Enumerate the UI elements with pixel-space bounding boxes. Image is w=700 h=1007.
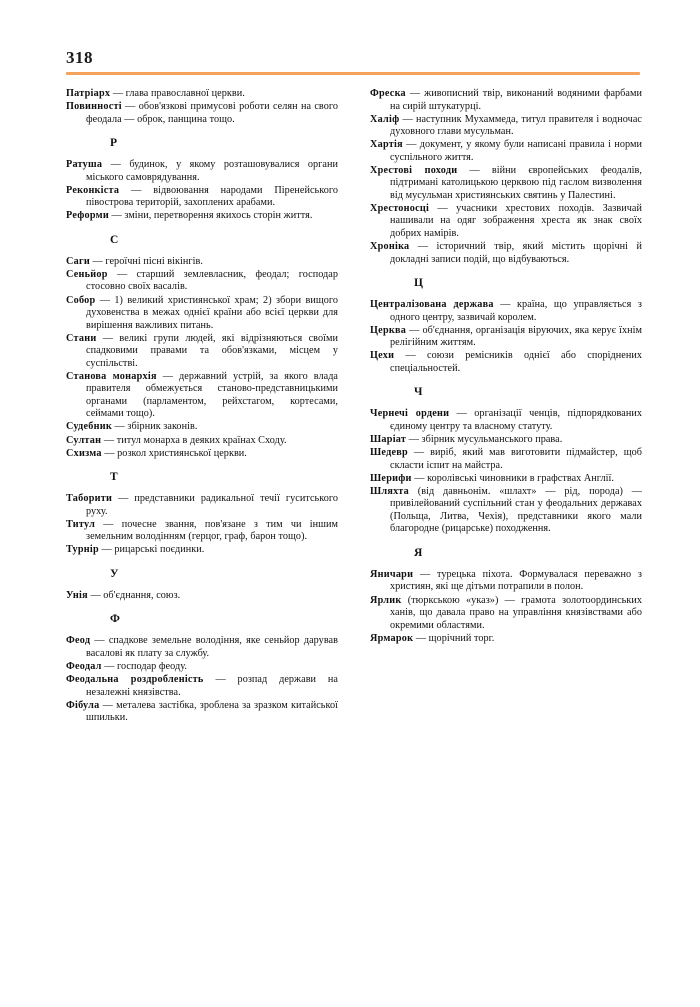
glossary-entry: [66, 544, 338, 557]
glossary-entry: [370, 114, 642, 139]
glossary-term: Шерифи: [370, 472, 412, 484]
glossary-definition: — представники радикальної течії гуситського руху.: [86, 493, 338, 517]
glossary-definition: — господар феоду.: [101, 661, 187, 672]
glossary-entry: [370, 350, 642, 375]
glossary-term: Титул: [66, 518, 96, 530]
glossary-entry: [370, 139, 642, 164]
letter-section-heading: Р: [110, 137, 118, 150]
glossary-entry: [66, 185, 338, 210]
glossary-term: Реформи: [66, 210, 109, 222]
glossary-definition: — об'єднання, союз.: [87, 589, 181, 601]
glossary-term: Собор: [66, 294, 96, 306]
glossary-definition: — титул монарха в деяких країнах Сходу.: [101, 434, 287, 446]
glossary-term: Ратуша: [66, 159, 103, 171]
glossary-term: Феод: [66, 635, 91, 647]
glossary-definition: — документ, у якому були написані правила і норми суспільного життя.: [390, 139, 642, 163]
glossary-term: Сеньйор: [66, 268, 108, 280]
glossary-entry: [370, 203, 642, 241]
glossary-entry: [370, 447, 642, 472]
glossary-term: Схизма: [66, 447, 102, 459]
glossary-definition: — живописний твір, виконаний водяними фарбами на сирій штукатурці.: [390, 88, 642, 112]
glossary-entry: [66, 88, 338, 101]
glossary-definition: — турецька піхота. Формувалася переважно з християн, які ще дітьми потрапили в полон.: [390, 568, 642, 593]
glossary-entry: [370, 595, 642, 633]
glossary-definition: — старший землевласник, феодал; господар стосовно своїх васалів.: [86, 268, 338, 293]
glossary-definition: — зміни, перетворення якихось сторін життя.: [108, 210, 313, 222]
glossary-term: Церква: [370, 324, 407, 336]
glossary-term: Повинності: [66, 101, 122, 113]
glossary-term: Реконкіста: [66, 184, 120, 196]
glossary-entry: [370, 473, 642, 486]
letter-section-heading: Ф: [110, 613, 120, 626]
header-divider-rule: [66, 72, 640, 75]
letter-section-heading: Ч: [414, 386, 423, 399]
glossary-entry: [66, 256, 338, 269]
glossary-term: Саги: [66, 255, 90, 267]
glossary-term: Цехи: [370, 350, 395, 362]
glossary-term: Шаріат: [370, 434, 407, 446]
glossary-definition: — союзи ремісників однієї або споріднених спеціальностей.: [390, 350, 642, 374]
glossary-definition: — королівські чиновники в графствах Англії.: [411, 472, 614, 484]
glossary-entry: [66, 295, 338, 333]
glossary-term: Патріарх: [66, 88, 111, 99]
glossary-entry: [370, 434, 642, 447]
letter-section-heading: У: [110, 567, 119, 580]
glossary-term: Стани: [66, 332, 97, 344]
glossary-definition: — розкол християнської церкви.: [101, 447, 247, 459]
glossary-entry: [370, 88, 642, 113]
glossary-definition: — глава православної церкви.: [110, 88, 245, 99]
glossary-definition: — обов'язкові примусові роботи селян на свого феодала — оброк, панщина тощо.: [86, 101, 338, 125]
glossary-definition: — збірник мусульманського права.: [406, 434, 563, 446]
glossary-entry: [66, 493, 338, 518]
glossary-entry: [66, 159, 338, 184]
glossary-columns: [66, 88, 642, 908]
glossary-term: Таборити: [66, 493, 113, 505]
glossary-term: Хрестові походи: [370, 164, 458, 176]
glossary-definition: — учасники хрестових походів. Зазвичай нашивали на одяг зображення хреста як знак своїх добрих намірів.: [390, 202, 642, 240]
glossary-term: Станова монархія: [66, 370, 157, 382]
glossary-term: Централізована держава: [370, 299, 494, 311]
glossary-definition: — державний устрій, за якого влада правителя обмежується станово-представницькими органами (парламентом, рейхстагом, кортесами, сеймами тощо).: [86, 370, 339, 420]
glossary-definition: — історичний твір, який містить щорічні й докладні записи подій, що відбуваються.: [390, 241, 642, 265]
glossary-term: Хрестоносці: [370, 202, 430, 214]
glossary-definition: (тюркською «указ») — грамота золотоординських ханів, що давала право на управління князівствами або окремими областями.: [390, 594, 642, 631]
glossary-term: Фреска: [370, 88, 406, 99]
glossary-term: Фібула: [66, 699, 100, 711]
glossary-term: Хроніка: [370, 241, 410, 253]
glossary-entry: [66, 700, 338, 725]
letter-section-heading: Ц: [414, 277, 423, 290]
glossary-definition: — 1) великий християнської храм; 2) збори вищого духовенства в межах однієї країни або всієї церкви для вирішення важливих питань.: [86, 294, 338, 331]
letter-section-heading: Т: [110, 471, 118, 484]
glossary-term: Яничари: [370, 568, 414, 580]
glossary-term: Халіф: [370, 113, 400, 125]
glossary-entry: [66, 435, 338, 448]
glossary-term: Шляхта: [370, 485, 409, 497]
glossary-entry: [66, 590, 338, 603]
glossary-term: Турнір: [66, 544, 99, 556]
page-header: [66, 48, 640, 75]
glossary-definition: — наступник Мухаммеда, титул правителя і водночас духовного глави мусульман.: [390, 113, 642, 138]
glossary-entry: [66, 101, 338, 126]
glossary-definition: — виріб, який мав виготовити підмайстер, щоб скласти іспит на майстра.: [390, 447, 642, 471]
glossary-definition: — збірник законів.: [111, 421, 198, 433]
glossary-definition: — війни європейських феодалів, підтримані католицькою церквою під гаслом визволення від мусульман християнських святинь у Палестині.: [390, 164, 642, 201]
glossary-term: Феодальна роздробленість: [66, 674, 204, 686]
glossary-entry: [370, 569, 642, 594]
glossary-definition: — об'єднання, організація віруючих, яка керує їхнім релігійним життям.: [390, 324, 642, 349]
glossary-definition: — великі групи людей, які відрізняються своїми спадковими правами та обов'язками, місцем у суспільстві.: [86, 332, 338, 369]
glossary-entry: [370, 633, 642, 646]
letter-section-heading: С: [110, 233, 119, 246]
glossary-definition: — країна, що управляється з одного центру, зазвичай королем.: [390, 299, 642, 323]
glossary-definition: — героїчні пісні вікінгів.: [89, 255, 203, 267]
glossary-definition: — спадкове земельне володіння, яке сеньйор дарував васалові як плату за службу.: [86, 635, 338, 659]
glossary-term: Ярлик: [370, 594, 402, 606]
glossary-entry: [370, 165, 642, 203]
glossary-entry: [370, 408, 642, 433]
glossary-definition: — розпад держави на незалежні князівства.: [86, 674, 339, 698]
glossary-column-left: [66, 88, 338, 908]
glossary-term: Хартія: [370, 139, 403, 151]
glossary-term: Чернечі ордени: [370, 408, 450, 420]
glossary-entry: [370, 486, 642, 536]
glossary-entry: [66, 210, 338, 223]
letter-section-heading: Я: [414, 546, 423, 559]
glossary-entry: [66, 448, 338, 461]
glossary-definition: — почесне звання, пов'язане з тим чи іншим земельним володінням (герцог, граф, барон тощо).: [86, 518, 338, 543]
glossary-entry: [66, 269, 338, 294]
glossary-term: Судебник: [66, 421, 112, 433]
glossary-entry: [370, 299, 642, 324]
glossary-entry: [66, 421, 338, 434]
glossary-entry: [370, 241, 642, 266]
glossary-definition: (від давньонім. «шлахт» — рід, порода) — привілейований суспільний стан у феодальних державах (Польща, Литва, Чехія), представники якого мали благородне (рицарське) походження.: [390, 485, 642, 535]
glossary-entry: [66, 661, 338, 674]
page-number: 318: [66, 48, 93, 67]
glossary-entry: [370, 325, 642, 350]
glossary-entry: [66, 674, 338, 699]
glossary-term: Шедевр: [370, 447, 408, 459]
glossary-definition: — щорічний торг.: [413, 632, 495, 644]
glossary-column-right: [370, 88, 642, 908]
glossary-entry: [66, 333, 338, 371]
glossary-entry: [66, 371, 338, 421]
glossary-entry: [66, 635, 338, 660]
glossary-definition: — організації ченців, підпорядкованих єдиному центру та власному статуту.: [390, 408, 642, 432]
glossary-definition: — відвоювання народами Піренейського півострова територій, захоплених арабами.: [86, 184, 338, 209]
glossary-term: Султан: [66, 434, 102, 446]
glossary-entry: [66, 519, 338, 544]
glossary-term: Унія: [66, 589, 88, 601]
glossary-term: Ярмарок: [370, 632, 414, 644]
glossary-definition: — рицарські поєдинки.: [98, 544, 205, 556]
glossary-definition: — будинок, у якому розташовувалися органи міського самоврядування.: [86, 159, 338, 183]
glossary-definition: — металева застібка, зроблена за зразком китайської шпильки.: [86, 699, 338, 724]
glossary-term: Феодал: [66, 661, 102, 672]
